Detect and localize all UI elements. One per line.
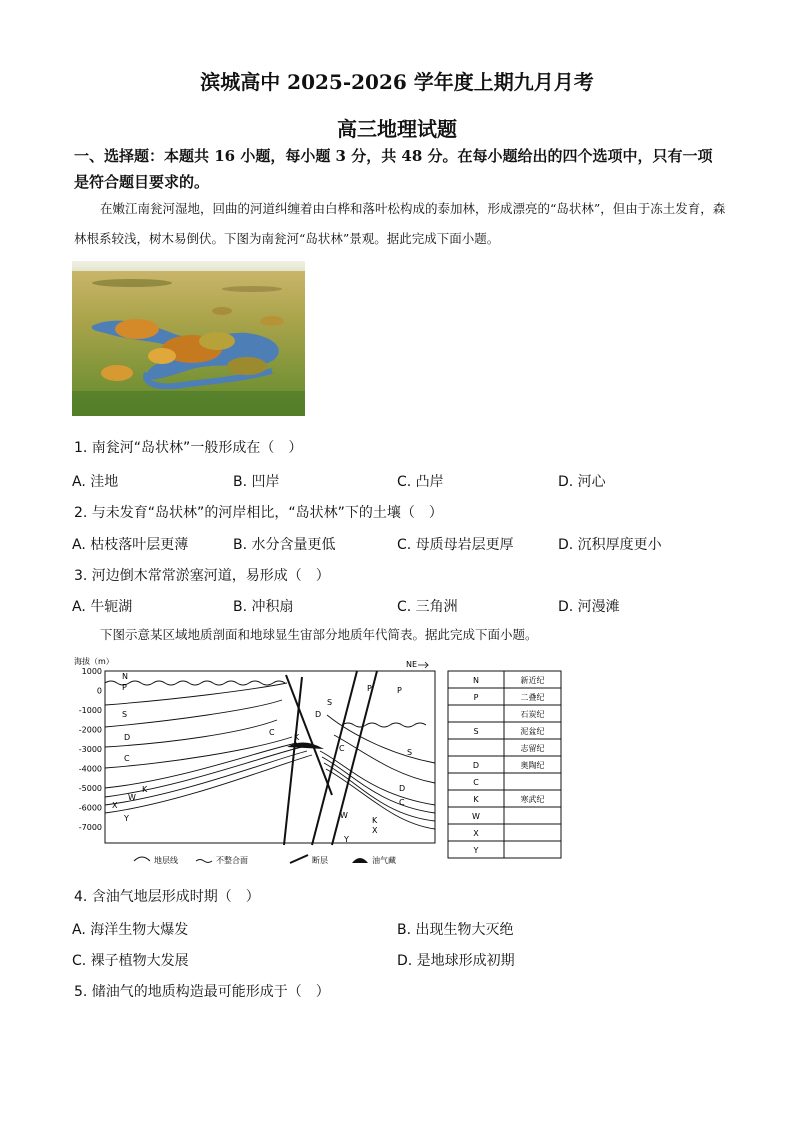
q3-option-a: A. 牛轭湖 xyxy=(72,599,133,615)
direction-label: NE xyxy=(406,660,418,669)
table-code: C xyxy=(473,778,479,787)
q2-option-c: C. 母质母岩层更厚 xyxy=(397,537,514,553)
q2-option-b: B. 水分含量更低 xyxy=(233,537,336,553)
unconformity-icon xyxy=(196,860,212,863)
table-code: P xyxy=(473,693,479,702)
table-period: 寒武纪 xyxy=(520,795,545,804)
q1-option-a: A. 洼地 xyxy=(72,474,119,490)
y-tick-label: 0 xyxy=(96,686,102,696)
layer-label: K xyxy=(372,816,378,825)
y-tick-label: -5000 xyxy=(78,784,102,793)
layer-label: K xyxy=(142,785,148,794)
table-period: 新近纪 xyxy=(520,676,545,685)
exam-subtitle: 高三地理试题 xyxy=(337,117,457,141)
q1-option-d: D. 河心 xyxy=(558,474,606,490)
q1-option-b: B. 凹岸 xyxy=(233,474,280,490)
layer-label: P xyxy=(122,683,127,692)
q1-option-c: C. 凸岸 xyxy=(397,474,444,490)
layer-label: D xyxy=(399,784,406,793)
y-tick-label: -1000 xyxy=(78,706,102,715)
table-code: W xyxy=(472,812,480,821)
layer-label: C xyxy=(339,744,345,753)
layer-label: W xyxy=(340,811,348,820)
table-period: 奥陶纪 xyxy=(520,761,545,770)
layer-label: C xyxy=(124,754,130,763)
passage-2: 下图示意某区域地质剖面和地球显生宙部分地质年代简表。据此完成下面小题。 xyxy=(100,627,538,642)
section-heading: 一、选择题：本题共 16 小题，每小题 3 分，共 48 分。在每小题给出的四个选项中，只有一项是符合题目要求的。 xyxy=(74,147,713,191)
table-code: Y xyxy=(473,846,479,855)
layer-label: S xyxy=(407,748,413,757)
y-tick-label: -3000 xyxy=(78,745,102,754)
layer-label: S xyxy=(327,698,333,707)
q4-option-a: A. 海洋生物大爆发 xyxy=(72,922,189,938)
y-axis-title: 海拔（m） xyxy=(74,657,114,666)
oil-reservoir-icon xyxy=(287,742,324,749)
q2-option-d: D. 沉积厚度更小 xyxy=(558,537,662,553)
q4-option-b: B. 出现生物大灭绝 xyxy=(397,922,514,938)
y-tick-label: 1000 xyxy=(81,667,102,676)
legend-strata: 地层线 xyxy=(154,856,178,865)
table-code: K xyxy=(473,795,479,804)
layer-label: Y xyxy=(124,814,129,823)
layer-label: N xyxy=(122,672,128,681)
q3-option-d: D. 河漫滩 xyxy=(558,599,620,615)
table-code: N xyxy=(473,676,479,685)
oil-gas-icon xyxy=(352,858,368,863)
passage-1: 在嫩江南瓮河湿地，回曲的河道纠缠着由白桦和落叶松构成的泰加林，形成漂亮的“岛状林”，但由于冻土发育，森林根系较浅，树木易倒伏。下图为南瓮河“岛状林”景观。据此完成下面小题。 xyxy=(74,201,726,246)
y-tick-label: -7000 xyxy=(78,823,102,832)
layer-label: C xyxy=(269,728,275,737)
table-code: S xyxy=(473,727,479,736)
layer-label: D xyxy=(124,733,131,742)
question-1: 1. 南瓮河“岛状林”一般形成在（ ） xyxy=(74,440,303,456)
y-tick-label: -4000 xyxy=(78,764,102,774)
q3-option-c: C. 三角洲 xyxy=(397,599,458,615)
layer-label: S xyxy=(122,710,128,719)
table-period: 石炭纪 xyxy=(520,710,545,719)
q4-option-d: D. 是地球形成初期 xyxy=(397,953,515,969)
y-tick-label: -2000 xyxy=(78,725,102,735)
layer-label: X xyxy=(372,826,378,835)
question-4: 4. 含油气地层形成时期（ ） xyxy=(74,889,260,905)
layer-label: K xyxy=(294,733,300,742)
table-code: D xyxy=(472,761,480,770)
strata-line-icon xyxy=(134,857,150,861)
layer-label: X xyxy=(112,801,118,810)
exam-title: 滨城高中 2025-2026 学年度上期九月月考 xyxy=(200,70,594,94)
layer-label: W xyxy=(128,793,136,802)
q3-option-b: B. 冲积扇 xyxy=(233,599,294,615)
q4-option-c: C. 裸子植物大发展 xyxy=(72,953,189,969)
layer-label: C xyxy=(399,798,405,807)
legend-unconformity: 不整合面 xyxy=(216,856,248,865)
table-period: 泥盆纪 xyxy=(520,727,545,736)
legend-fault: 断层 xyxy=(312,856,328,865)
table-period: 二叠纪 xyxy=(520,693,545,702)
question-3: 3. 河边倒木常常淤塞河道，易形成（ ） xyxy=(74,568,330,584)
layer-label: D xyxy=(315,710,322,719)
fault-icon xyxy=(290,855,308,863)
layer-label: P xyxy=(397,686,402,695)
legend-oil: 油气藏 xyxy=(372,856,396,865)
geologic-figure xyxy=(72,655,562,870)
island-forest-photo xyxy=(72,261,305,416)
q2-option-a: A. 枯枝落叶层更薄 xyxy=(72,537,189,553)
layer-label: Y xyxy=(344,835,349,844)
question-5: 5. 储油气的地质构造最可能形成于（ ） xyxy=(74,984,330,1000)
table-code: X xyxy=(473,829,479,838)
layer-label: P xyxy=(367,684,372,693)
question-2: 2. 与未发育“岛状林”的河岸相比，“岛状林”下的土壤（ ） xyxy=(74,505,443,521)
table-period: 志留纪 xyxy=(520,744,545,753)
y-tick-label: -6000 xyxy=(78,803,102,813)
